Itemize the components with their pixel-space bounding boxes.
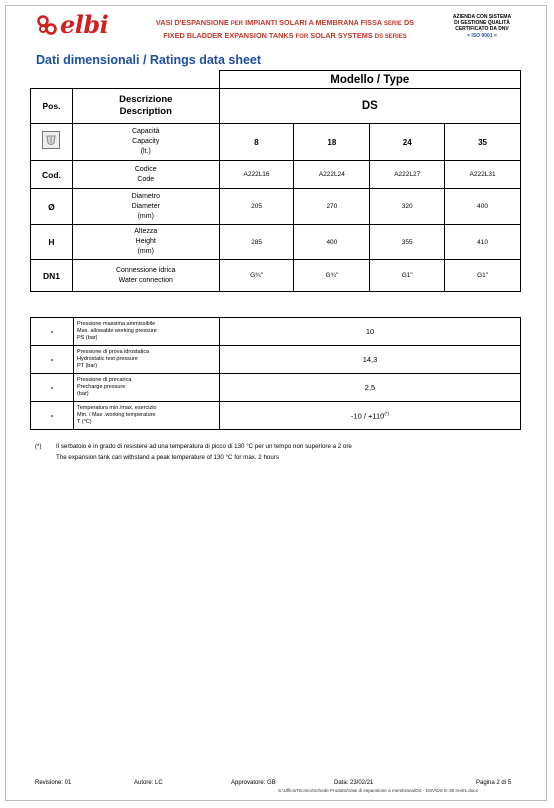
desc-line: Connessione idrica bbox=[115, 266, 176, 274]
capacity-value: 24 bbox=[370, 124, 445, 161]
desc-line: Code bbox=[137, 175, 155, 183]
code-pos: Cod. bbox=[31, 161, 73, 189]
diameter-pos: Ø bbox=[31, 189, 73, 225]
desc-header-it: Descrizione bbox=[119, 94, 173, 105]
row-dash: - bbox=[31, 374, 74, 402]
pressure-label bbox=[74, 318, 220, 346]
title-part: DS bbox=[401, 18, 415, 27]
footer-date: Data: 23/02/21 bbox=[334, 780, 374, 786]
connection-value: G¾" bbox=[219, 260, 294, 292]
header-title-en bbox=[140, 30, 430, 43]
height-value: 355 bbox=[370, 225, 445, 260]
description-header bbox=[72, 89, 219, 124]
title-part: VASI D'ESPANSIONE bbox=[155, 18, 231, 27]
height-pos: H bbox=[31, 225, 73, 260]
height-value: 410 bbox=[445, 225, 521, 260]
cert-line: DI GESTIONE QUALITÀ bbox=[454, 20, 510, 27]
desc-line: (lt.) bbox=[140, 148, 151, 155]
empty-corner bbox=[31, 71, 220, 89]
table-row bbox=[31, 402, 521, 430]
pressure-label bbox=[74, 346, 220, 374]
logo-mark-icon bbox=[36, 14, 58, 36]
footnote bbox=[35, 441, 352, 463]
label-line: Precharge pressure bbox=[77, 383, 126, 390]
pos-header: Pos. bbox=[31, 89, 73, 124]
label-line: T (°C) bbox=[77, 419, 92, 426]
row-dash: - bbox=[31, 402, 74, 430]
table-row bbox=[31, 374, 521, 402]
connection-desc bbox=[72, 260, 219, 292]
ratings-table bbox=[30, 70, 521, 292]
height-desc bbox=[72, 225, 219, 260]
cert-line: CERTIFICATO DA DNV bbox=[455, 26, 509, 33]
label-line: Min. / Max .working temperature bbox=[77, 411, 156, 418]
diameter-value: 270 bbox=[294, 189, 370, 225]
code-desc bbox=[72, 161, 219, 189]
desc-line: (mm) bbox=[137, 248, 154, 255]
title-part: IMPIANTI SOLARI A MEMBRANA FISSA bbox=[243, 18, 384, 27]
label-line: Hydrostatic test pressure bbox=[77, 355, 138, 362]
desc-line: Capacity bbox=[132, 138, 160, 145]
desc-line: Diameter bbox=[131, 202, 160, 210]
capacity-value: 35 bbox=[445, 124, 521, 161]
desc-line: Water connection bbox=[118, 276, 173, 284]
logo-text: elbi bbox=[60, 10, 109, 39]
footer-author: Autore: LC bbox=[134, 780, 163, 786]
connection-pos: DN1 bbox=[31, 260, 73, 292]
footnote-star: (*) bbox=[35, 443, 42, 450]
label-line: Temperatura min./max. esercizio bbox=[77, 404, 157, 411]
footnote-en: The expansion tank can withstand a peak temperature of 130 °C for max. 2 hours bbox=[56, 454, 279, 461]
label-line: PT (bar) bbox=[77, 363, 98, 370]
title-part: FIXED BLADDER EXPANSION TANKS bbox=[163, 31, 296, 40]
title-part: SOLAR SYSTEMS bbox=[308, 31, 375, 40]
code-value: A222L31 bbox=[445, 161, 521, 189]
temperature-value bbox=[220, 402, 521, 430]
pressure-table bbox=[30, 317, 521, 430]
title-part: PER bbox=[230, 21, 244, 27]
header-title bbox=[140, 17, 430, 43]
table-row bbox=[31, 124, 521, 161]
desc-line: Altezza bbox=[134, 228, 158, 235]
footer-file-path: S:\UfficioTecnico\Schede Prodotto\Vasi di espansione a membrana\DS - DSV\DS 8÷35 rev01.docx bbox=[278, 788, 478, 793]
temperature-label bbox=[74, 402, 220, 430]
footer-approver: Approvatore: GB bbox=[231, 780, 276, 786]
diameter-value: 205 bbox=[219, 189, 294, 225]
diameter-desc bbox=[72, 189, 219, 225]
label-line: Pressione di precarica bbox=[77, 376, 132, 383]
footnote-marker: (*) bbox=[384, 410, 390, 416]
elbi-logo bbox=[36, 10, 109, 39]
desc-header-en: Description bbox=[119, 106, 172, 117]
code-value: A222L24 bbox=[294, 161, 370, 189]
capacity-value: 8 bbox=[219, 124, 294, 161]
desc-line: Codice bbox=[134, 165, 157, 173]
connection-value: G1" bbox=[445, 260, 521, 292]
series-header: DS bbox=[219, 89, 520, 124]
row-dash: - bbox=[31, 318, 74, 346]
desc-line: Height bbox=[135, 238, 156, 245]
cert-line: AZIENDA CON SISTEMA bbox=[452, 14, 512, 20]
connection-value: G¾" bbox=[294, 260, 370, 292]
label-line: Pressione massima ammissibile bbox=[77, 320, 156, 327]
table-row bbox=[31, 260, 521, 292]
diameter-value: 320 bbox=[370, 189, 445, 225]
model-header: Modello / Type bbox=[219, 71, 520, 89]
code-value: A222L27 bbox=[370, 161, 445, 189]
cert-line: = ISO 9001 = bbox=[467, 32, 497, 39]
desc-line: (mm) bbox=[137, 212, 154, 220]
value-text: 14,3 bbox=[362, 355, 378, 364]
header-title-it bbox=[140, 17, 430, 30]
tank-icon bbox=[42, 131, 60, 149]
quality-certification bbox=[442, 14, 522, 39]
title-part: SERIE bbox=[383, 21, 402, 27]
label-line: Max. allowable working pressure bbox=[77, 327, 157, 334]
diameter-value: 400 bbox=[445, 189, 521, 225]
pressure-label bbox=[74, 374, 220, 402]
value-text: 10 bbox=[365, 327, 375, 336]
row-dash: - bbox=[31, 346, 74, 374]
value-text: 2,5 bbox=[364, 383, 376, 392]
label-line: PS (bar) bbox=[77, 335, 98, 342]
table-row bbox=[31, 318, 521, 346]
height-value: 285 bbox=[219, 225, 294, 260]
pressure-value bbox=[220, 374, 521, 402]
pressure-value bbox=[220, 318, 521, 346]
table-row bbox=[31, 189, 521, 225]
label-line: Pressione di prova idrostatica bbox=[77, 348, 150, 355]
table-row bbox=[31, 225, 521, 260]
footnote-it: Il serbatoio è in grado di resistere ad una temperatura di picco di 130 °C per un tempo non superiore a 2 ore bbox=[56, 443, 352, 450]
code-value: A222L16 bbox=[219, 161, 294, 189]
document-title: Dati dimensionali / Ratings data sheet bbox=[36, 53, 262, 67]
height-value: 400 bbox=[294, 225, 370, 260]
footer-revision: Revisione: 01 bbox=[35, 780, 72, 786]
footer-page: Pagina 2 di 5 bbox=[476, 780, 512, 786]
table-row bbox=[31, 161, 521, 189]
capacity-value: 18 bbox=[294, 124, 370, 161]
connection-value: G1" bbox=[370, 260, 445, 292]
table-row bbox=[31, 346, 521, 374]
desc-line: Capacità bbox=[131, 128, 160, 135]
value-text: -10 / +110 bbox=[350, 411, 385, 421]
title-part: FOR bbox=[295, 34, 309, 40]
desc-line: Diametro bbox=[131, 192, 160, 200]
capacity-desc bbox=[72, 124, 219, 161]
pressure-value bbox=[220, 346, 521, 374]
capacity-pos-cell bbox=[31, 124, 73, 161]
label-line: (bar) bbox=[77, 391, 89, 398]
title-part: DS SERIES bbox=[374, 34, 407, 40]
